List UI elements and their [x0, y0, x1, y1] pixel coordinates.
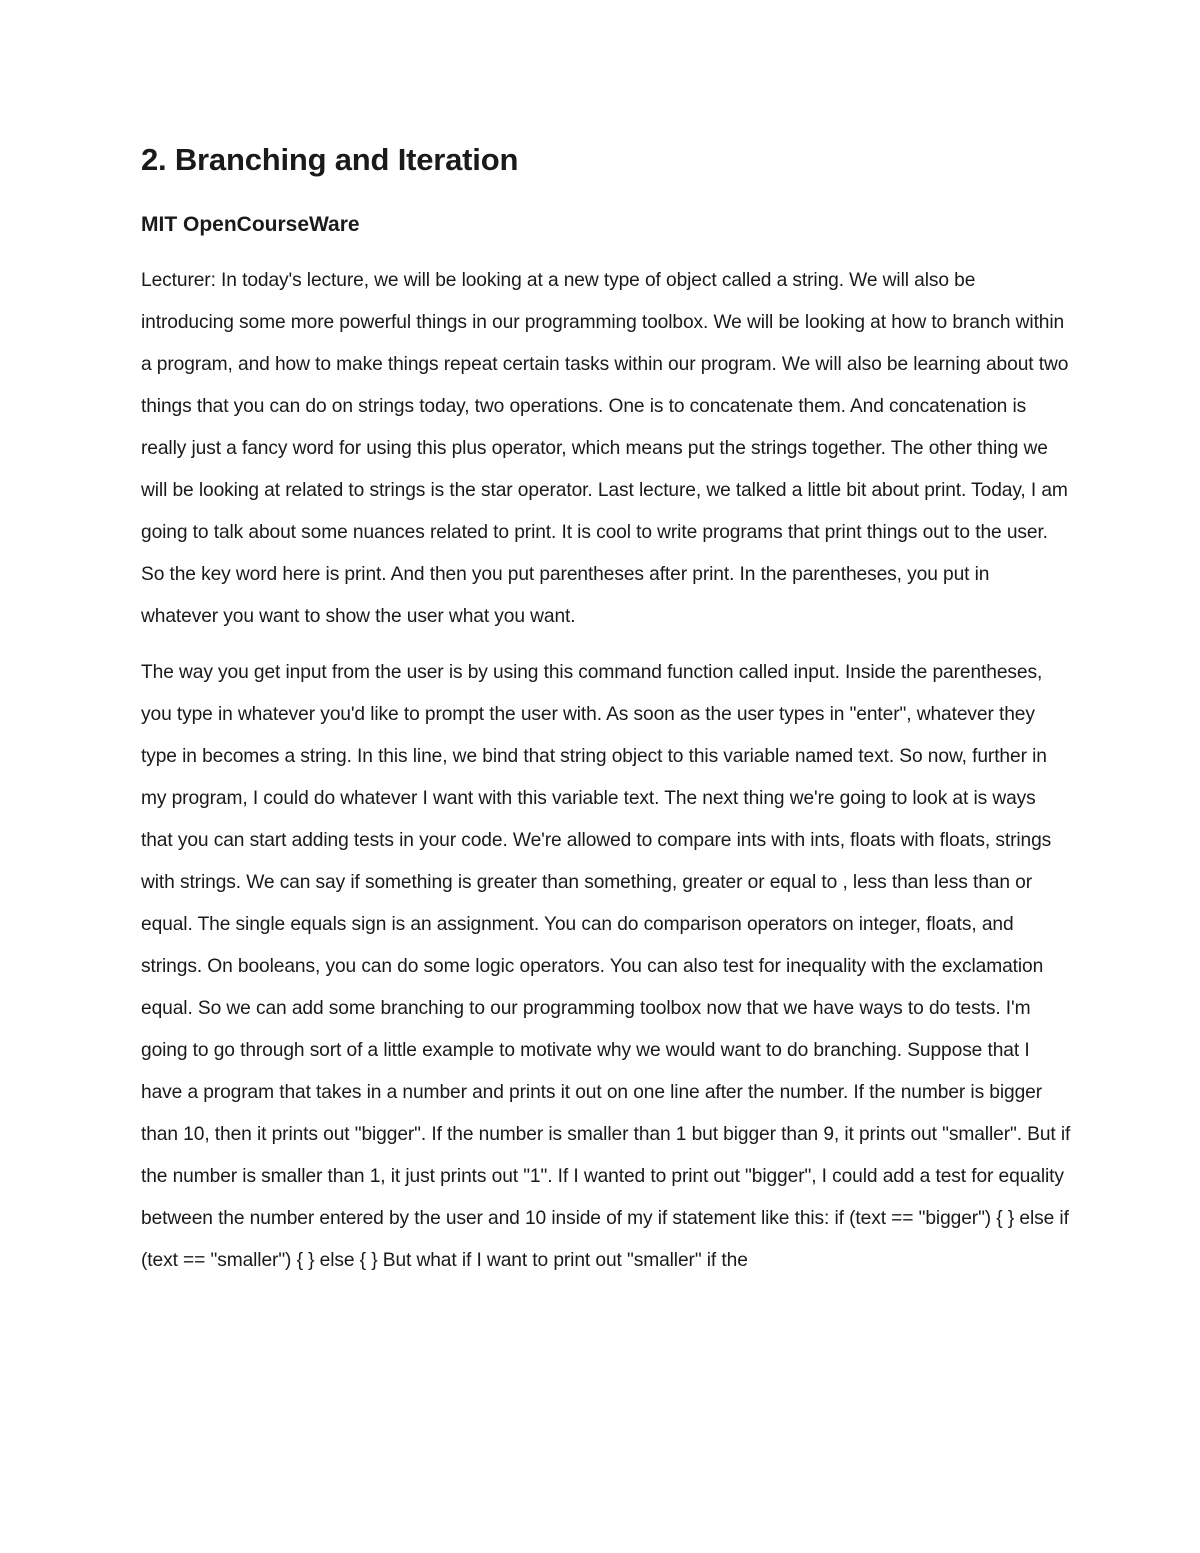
paragraph-2: The way you get input from the user is by using this command function called input. Inside the parentheses, you type in whatever you'd like to prompt the user with. As soon as the user types in "enter", whatever they type in becomes a string. In this line, we bind that string object to this variable named text. So now, further in my program, I could do whatever I want with this variable text. The next thing we're going to look at is ways that you can start adding tests in your code. We're allowed to compare ints with ints, floats with floats, strings with strings. We can say if something is greater than something, greater or equal to , less than less than or equal. The single equals sign is an assignment. You can do comparison operators on integer, floats, and strings. On booleans, you can do some logic operators. You can also test for inequality with the exclamation equal. So we can add some branching to our programming toolbox now that we have ways to do tests. I'm going to go through sort of a little example to motivate why we would want to do branching. Suppose that I have a program that takes in a number and prints it out on one line after the number. If the number is bigger than 10, then it prints out "bigger". If the number is smaller than 1 but bigger than 9, it prints out "smaller". But if the number is smaller than 1, it just prints out "1". If I wanted to print out "bigger", I could add a test for equality between the number entered by the user and 10 inside of my if statement like this: if (text == "bigger") { } else if (text == "smaller") { } else { } But what if I want to print out "smaller" if the — [141, 662, 1071, 1271]
document-title: 2. Branching and Iteration — [141, 142, 519, 177]
document-page — [141, 140, 1071, 1282]
document-subtitle: MIT OpenCourseWare — [141, 213, 360, 236]
paragraph-1: Lecturer: In today's lecture, we will be looking at a new type of object called a string. We will also be introducing some more powerful things in our programming toolbox. We will be looking at how to branch within a program, and how to make things repeat certain tasks within our program. We will also be learning about two things that you can do on strings today, two operations. One is to concatenate them. And concatenation is really just a fancy word for using this plus operator, which means put the strings together. The other thing we will be looking at related to strings is the star operator. Last lecture, we talked a little bit about print. Today, I am going to talk about some nuances related to print. It is cool to write programs that print things out to the user. So the key word here is print. And then you put parentheses after print. In the parentheses, you put in whatever you want to show the user what you want. — [141, 270, 1069, 627]
